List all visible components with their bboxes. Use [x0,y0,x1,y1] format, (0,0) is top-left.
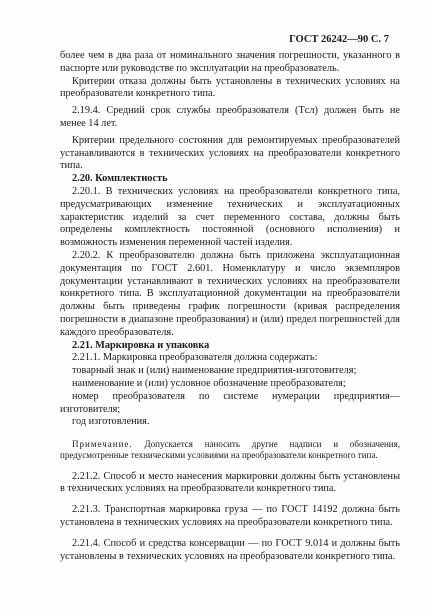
list-item-serial-number: номер преобразователя по системе нумерации предприятия—изготовителя; [60,390,400,415]
paragraph-continuation: более чем в два раза от номинального значения погрешности, указанного в паспорте или руководстве по эксплуатации на преобразователь. [60,50,400,74]
note-label: Примечание. [72,439,133,450]
paragraph-limit-state: Критерии предельного состояния для ремонтируемых преобразователей устанавливаются в технических условиях на преобразователи конкретного типа. [60,134,400,172]
paragraph-2-20-1: 2.20.1. В технических условиях на преобразователи конкретного типа, предусматривающих изменение технических и эксплуатационных характеристик изделий за счет переменного состава, должны быть определены комплектность постоянной (основного исполнения) и возможность изменения переменной частей изделия. [60,185,400,249]
paragraph-2-21-1: 2.21.1. Маркировка преобразователя должна содержать: [72,352,318,364]
list-item-trademark: товарный знак и (или) наименование предприятия-изготовителя; [72,365,357,377]
note [60,439,400,461]
paragraph-2-21-2: 2.21.2. Способ и место нанесения маркировки должны быть установлены в технических условиях на преобразователи конкретного типа. [60,470,400,495]
document-body [60,50,400,563]
list-item-designation: наименование и (или) условное обозначение преобразователя; [72,377,346,389]
section-heading-2-21: 2.21. Маркировка и упаковка [72,339,210,351]
note-text: Допускается наносить другие надписи и обозначения, предусмотренные техническими условиями на преобразователи конкретного типа. [60,439,401,461]
paragraph-2-21-4: 2.21.4. Способ и средства консервации — по ГОСТ 9.014 и должны быть установлены в технических условиях на преобразователи конкретного типа. [60,537,400,562]
list-item-year: год изготовления. [72,416,150,428]
paragraph-failure-criteria: Критерии отказа должны быть установлены в технических условиях на преобразователи конкретного типа. [60,75,400,100]
paragraph-2-19-4: 2.19.4. Средний срок службы преобразователя (Tсл) должен быть не менее 14 лет. [60,105,400,129]
paragraph-2-20-2: 2.20.2. К преобразователю должна быть приложена эксплуатационная документация по ГОСТ 2.601. Номенклатуру и число экземпляров документации устанавливают в технических условиях на преобразователи конкретного типа. В эксплуатационной документации на преобразователи должны быть приведены график погрешности (кривая распределения погрешности в диапазоне преобразования) и (или) предел погрешностей для каждого преобразователя. [60,249,400,338]
page-header: ГОСТ 26242—90 С. 7 [289,34,389,45]
paragraph-2-21-3: 2.21.3. Транспортная маркировка груза — по ГОСТ 14192 должна быть установлена в технических условиях на преобразователи конкретного типа. [60,504,400,528]
section-heading-2-20: 2.20. Комплектность [72,173,168,185]
